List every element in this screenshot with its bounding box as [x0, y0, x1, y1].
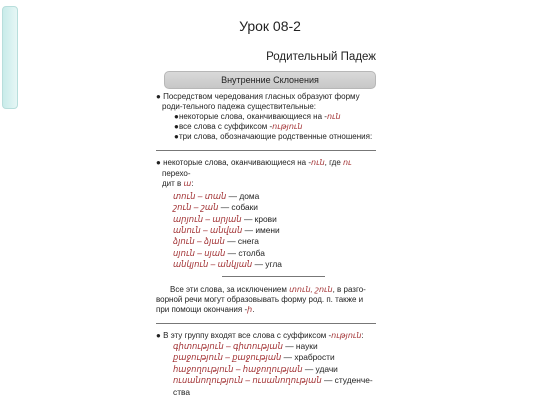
bullet-icon: ● — [174, 122, 179, 132]
example-line: գիտություն – գիտության — науки — [173, 340, 318, 351]
note-paragraph-line: ворной речи могут образовывать форму род. п. также и — [156, 294, 364, 304]
page-title: Урок 08-2 — [239, 18, 301, 34]
bullet-icon: ● — [156, 92, 161, 101]
bullet-intro-3: ● В эту группу входят все слова с суффиксом -ություն: — [156, 330, 364, 340]
lesson-content — [156, 92, 376, 398]
bullet-icon: ● — [174, 132, 179, 142]
bullet-icon: ● — [156, 158, 161, 168]
bullet-icon: ● — [174, 112, 179, 122]
example-line: տուն – տան — дома — [173, 190, 260, 201]
divider — [156, 150, 376, 151]
example-line: հաջողություն – հաջողության — удачи — [173, 363, 338, 374]
example-line: ձյուն – ձյան — снега — [173, 236, 259, 247]
example-line: ուսանողություն – ուսանողության — студенче- ства — [173, 375, 373, 397]
bullet-icon: ● — [156, 330, 161, 340]
example-line: անկյուն – անկյան — угла — [173, 259, 282, 270]
example-line: անուն – անվան — имени — [173, 224, 280, 235]
example-line: արյուն – արյան — крови — [173, 213, 277, 224]
section-title: Родительный Падеж — [266, 51, 376, 63]
divider — [156, 323, 376, 324]
bullet-intro-1: ● Посредством чередования гласных образуют форму роди-тельного падежа существительные: — [156, 92, 360, 112]
divider-short — [222, 276, 325, 277]
example-line: սյուն – սյան — столба — [173, 247, 265, 258]
bullet-intro-2: ● некоторые слова, оканчивающиеся на -ուն, где ու перехо- дит в ա: — [156, 158, 352, 188]
sub-item: ● некоторые слова, оканчивающиеся на -ուն — [174, 112, 341, 122]
section-banner: Внутренние Склонения — [164, 71, 376, 89]
example-line: քաջություն – քաջության — храбрости — [173, 352, 335, 363]
note-paragraph-line: при помощи окончания -ի. — [156, 304, 255, 314]
example-line: շուն – շան — собаки — [173, 202, 258, 213]
sub-item: ● все слова с суффиксом -ություն — [174, 122, 303, 132]
sub-item: ● три слова, обозначающие родственные отношения: — [174, 132, 373, 142]
note-paragraph: Все эти слова, за исключением տուն, շուն, в разго- — [170, 284, 366, 294]
